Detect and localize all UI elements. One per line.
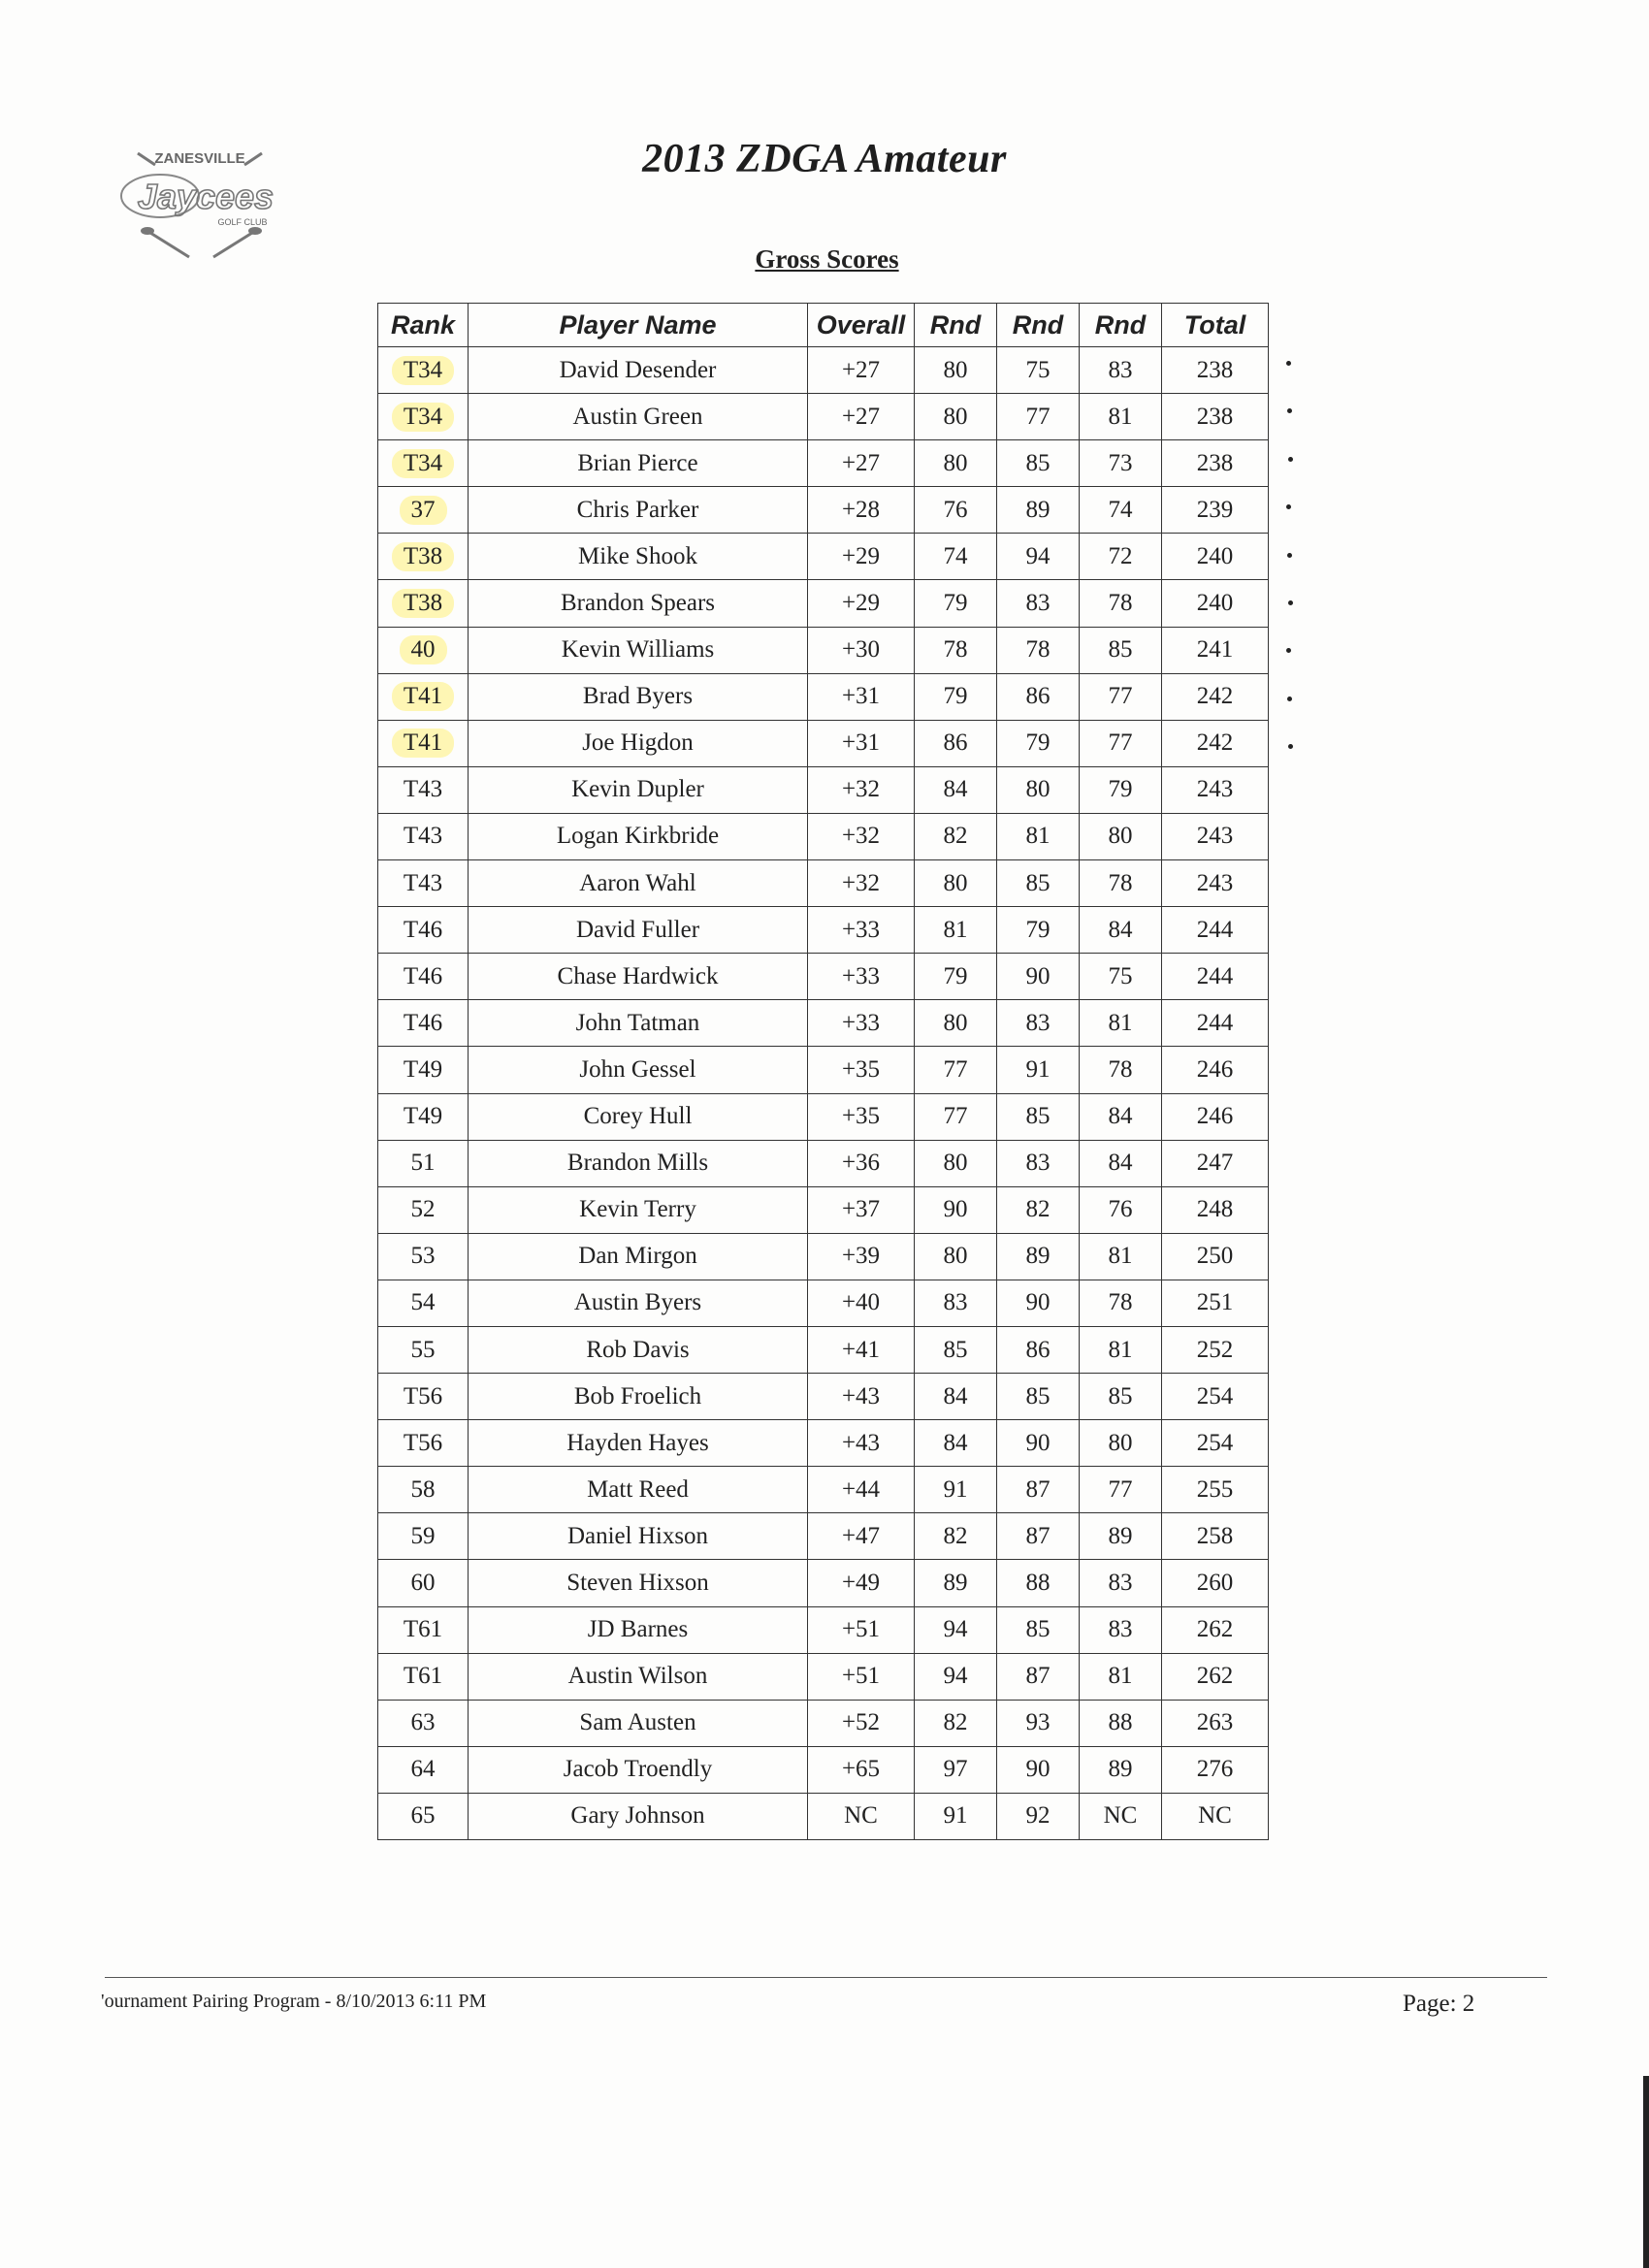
cell-overall: +47 bbox=[808, 1513, 915, 1560]
cell-rank: 52 bbox=[378, 1186, 469, 1233]
cell-round-2: 86 bbox=[997, 673, 1080, 720]
cell-overall: +32 bbox=[808, 813, 915, 859]
cell-player-name: Brian Pierce bbox=[469, 440, 808, 487]
table-row bbox=[378, 534, 1269, 580]
rank-highlight: 37 bbox=[400, 496, 447, 525]
cell-round-1: 82 bbox=[915, 1513, 997, 1560]
header-rank: Rank bbox=[378, 304, 469, 347]
cell-player-name: Daniel Hixson bbox=[469, 1513, 808, 1560]
cell-round-1: 94 bbox=[915, 1606, 997, 1653]
cell-round-2: 90 bbox=[997, 1746, 1080, 1793]
footer-rule bbox=[105, 1977, 1547, 1978]
cell-rank: T46 bbox=[378, 907, 469, 954]
cell-overall: +27 bbox=[808, 347, 915, 394]
table-row bbox=[378, 580, 1269, 627]
cell-round-2: 89 bbox=[997, 1233, 1080, 1280]
table-row bbox=[378, 1653, 1269, 1700]
cell-player-name: Austin Byers bbox=[469, 1280, 808, 1326]
cell-total: 246 bbox=[1162, 1047, 1269, 1093]
cell-round-3: 80 bbox=[1080, 1420, 1162, 1467]
cell-player-name: Kevin Terry bbox=[469, 1186, 808, 1233]
cell-rank: T43 bbox=[378, 813, 469, 859]
cell-rank: 54 bbox=[378, 1280, 469, 1326]
cell-round-3: 77 bbox=[1080, 720, 1162, 766]
cell-round-1: 79 bbox=[915, 954, 997, 1000]
table-row bbox=[378, 347, 1269, 394]
cell-round-1: 80 bbox=[915, 394, 997, 440]
cell-round-2: 93 bbox=[997, 1700, 1080, 1746]
cell-total: 244 bbox=[1162, 907, 1269, 954]
cell-total: 251 bbox=[1162, 1280, 1269, 1326]
cell-round-1: 94 bbox=[915, 1653, 997, 1700]
table-row bbox=[378, 1374, 1269, 1420]
cell-round-1: 77 bbox=[915, 1093, 997, 1140]
cell-round-1: 80 bbox=[915, 860, 997, 907]
cell-player-name: Dan Mirgon bbox=[469, 1233, 808, 1280]
cell-round-1: 80 bbox=[915, 1233, 997, 1280]
table-row bbox=[378, 627, 1269, 673]
table-row bbox=[378, 1606, 1269, 1653]
cell-overall: +44 bbox=[808, 1467, 915, 1513]
cell-round-3: 83 bbox=[1080, 1560, 1162, 1606]
cell-round-2: 86 bbox=[997, 1326, 1080, 1373]
cell-round-2: 77 bbox=[997, 394, 1080, 440]
cell-rank: 63 bbox=[378, 1700, 469, 1746]
cell-round-3: 84 bbox=[1080, 907, 1162, 954]
rank-highlight: T38 bbox=[392, 542, 454, 571]
cell-round-1: 80 bbox=[915, 440, 997, 487]
table-row bbox=[378, 1700, 1269, 1746]
cell-round-1: 79 bbox=[915, 580, 997, 627]
table-row bbox=[378, 1467, 1269, 1513]
cell-overall: +31 bbox=[808, 720, 915, 766]
cell-round-1: 74 bbox=[915, 534, 997, 580]
header-round-1: Rnd bbox=[915, 304, 997, 347]
cell-player-name: Brandon Spears bbox=[469, 580, 808, 627]
cell-player-name: JD Barnes bbox=[469, 1606, 808, 1653]
cell-round-1: 80 bbox=[915, 1000, 997, 1047]
cell-player-name: Sam Austen bbox=[469, 1700, 808, 1746]
cell-round-3: 72 bbox=[1080, 534, 1162, 580]
cell-total: 238 bbox=[1162, 347, 1269, 394]
cell-round-2: 83 bbox=[997, 580, 1080, 627]
cell-total: 246 bbox=[1162, 1093, 1269, 1140]
cell-rank: 64 bbox=[378, 1746, 469, 1793]
cell-overall: +29 bbox=[808, 580, 915, 627]
cell-player-name: Brandon Mills bbox=[469, 1140, 808, 1186]
table-row bbox=[378, 720, 1269, 766]
footer-page-number: Page: 2 bbox=[1403, 1991, 1475, 2017]
cell-total: 241 bbox=[1162, 627, 1269, 673]
cell-player-name: Aaron Wahl bbox=[469, 860, 808, 907]
cell-overall: +33 bbox=[808, 907, 915, 954]
cell-round-3: 89 bbox=[1080, 1746, 1162, 1793]
cell-rank: 58 bbox=[378, 1467, 469, 1513]
cell-total: 255 bbox=[1162, 1467, 1269, 1513]
cell-player-name: Kevin Dupler bbox=[469, 766, 808, 813]
cell-rank: T56 bbox=[378, 1420, 469, 1467]
page-title: 2013 ZDGA Amateur bbox=[642, 137, 1007, 181]
cell-rank: 53 bbox=[378, 1233, 469, 1280]
cell-total: 260 bbox=[1162, 1560, 1269, 1606]
cell-round-1: 84 bbox=[915, 1420, 997, 1467]
cell-round-1: 84 bbox=[915, 766, 997, 813]
cell-player-name: Bob Froelich bbox=[469, 1374, 808, 1420]
cell-overall: +27 bbox=[808, 440, 915, 487]
rank-highlight: T34 bbox=[392, 403, 454, 432]
cell-round-2: 91 bbox=[997, 1047, 1080, 1093]
cell-rank bbox=[378, 394, 469, 440]
cell-round-1: 90 bbox=[915, 1186, 997, 1233]
cell-rank: 65 bbox=[378, 1793, 469, 1839]
check-mark-dot bbox=[1287, 408, 1292, 413]
cell-rank bbox=[378, 627, 469, 673]
cell-player-name: Joe Higdon bbox=[469, 720, 808, 766]
cell-overall: +27 bbox=[808, 394, 915, 440]
table-row bbox=[378, 813, 1269, 859]
table-row bbox=[378, 1513, 1269, 1560]
table-row bbox=[378, 1280, 1269, 1326]
cell-rank: T46 bbox=[378, 954, 469, 1000]
cell-round-2: 79 bbox=[997, 907, 1080, 954]
cell-total: 258 bbox=[1162, 1513, 1269, 1560]
cell-total: 244 bbox=[1162, 954, 1269, 1000]
logo-bottom-text: GOLF CLUB bbox=[217, 217, 268, 227]
table-header-row bbox=[378, 304, 1269, 347]
cell-player-name: Mike Shook bbox=[469, 534, 808, 580]
header-player-name: Player Name bbox=[469, 304, 808, 347]
cell-overall: +43 bbox=[808, 1374, 915, 1420]
cell-overall: +39 bbox=[808, 1233, 915, 1280]
cell-round-2: 85 bbox=[997, 1374, 1080, 1420]
cell-rank: T56 bbox=[378, 1374, 469, 1420]
cell-overall: +30 bbox=[808, 627, 915, 673]
cell-round-3: 80 bbox=[1080, 813, 1162, 859]
check-mark-dot bbox=[1288, 457, 1293, 462]
table-row bbox=[378, 766, 1269, 813]
gross-scores-table bbox=[377, 303, 1269, 1840]
cell-player-name: John Gessel bbox=[469, 1047, 808, 1093]
cell-total: 254 bbox=[1162, 1420, 1269, 1467]
cell-round-3: 81 bbox=[1080, 1233, 1162, 1280]
cell-round-3: 81 bbox=[1080, 1326, 1162, 1373]
cell-total: 238 bbox=[1162, 394, 1269, 440]
cell-total: 240 bbox=[1162, 580, 1269, 627]
cell-overall: +51 bbox=[808, 1606, 915, 1653]
cell-player-name: Steven Hixson bbox=[469, 1560, 808, 1606]
cell-round-1: 80 bbox=[915, 1140, 997, 1186]
scan-edge bbox=[1643, 2076, 1649, 2268]
cell-overall: +43 bbox=[808, 1420, 915, 1467]
cell-round-3: 78 bbox=[1080, 1280, 1162, 1326]
cell-player-name: Rob Davis bbox=[469, 1326, 808, 1373]
cell-round-1: 76 bbox=[915, 487, 997, 534]
cell-rank: 55 bbox=[378, 1326, 469, 1373]
cell-player-name: John Tatman bbox=[469, 1000, 808, 1047]
cell-total: 276 bbox=[1162, 1746, 1269, 1793]
cell-round-3: NC bbox=[1080, 1793, 1162, 1839]
cell-round-1: 82 bbox=[915, 1700, 997, 1746]
cell-round-2: 89 bbox=[997, 487, 1080, 534]
header-overall: Overall bbox=[808, 304, 915, 347]
cell-round-2: 81 bbox=[997, 813, 1080, 859]
check-mark-dot bbox=[1288, 744, 1293, 749]
cell-round-2: 78 bbox=[997, 627, 1080, 673]
cell-rank: T61 bbox=[378, 1606, 469, 1653]
cell-round-2: 87 bbox=[997, 1467, 1080, 1513]
cell-player-name: Corey Hull bbox=[469, 1093, 808, 1140]
table-row bbox=[378, 1233, 1269, 1280]
table-row bbox=[378, 860, 1269, 907]
cell-round-2: 79 bbox=[997, 720, 1080, 766]
cell-rank: T46 bbox=[378, 1000, 469, 1047]
check-mark-dot bbox=[1286, 361, 1291, 366]
cell-round-3: 81 bbox=[1080, 1000, 1162, 1047]
cell-rank bbox=[378, 487, 469, 534]
cell-total: 244 bbox=[1162, 1000, 1269, 1047]
cell-round-2: 85 bbox=[997, 860, 1080, 907]
cell-round-3: 84 bbox=[1080, 1093, 1162, 1140]
cell-overall: +49 bbox=[808, 1560, 915, 1606]
cell-player-name: Brad Byers bbox=[469, 673, 808, 720]
footer-program-timestamp: 'ournament Pairing Program - 8/10/2013 6:11 PM bbox=[101, 1991, 487, 2012]
cell-round-3: 89 bbox=[1080, 1513, 1162, 1560]
table-row bbox=[378, 1793, 1269, 1839]
cell-round-3: 74 bbox=[1080, 487, 1162, 534]
cell-total: 238 bbox=[1162, 440, 1269, 487]
cell-round-3: 79 bbox=[1080, 766, 1162, 813]
cell-round-2: 90 bbox=[997, 1420, 1080, 1467]
cell-round-1: 82 bbox=[915, 813, 997, 859]
table-row bbox=[378, 440, 1269, 487]
cell-round-1: 86 bbox=[915, 720, 997, 766]
cell-player-name: Gary Johnson bbox=[469, 1793, 808, 1839]
cell-round-3: 88 bbox=[1080, 1700, 1162, 1746]
cell-player-name: David Desender bbox=[469, 347, 808, 394]
cell-overall: +37 bbox=[808, 1186, 915, 1233]
cell-round-3: 77 bbox=[1080, 673, 1162, 720]
rank-highlight: 40 bbox=[400, 635, 447, 664]
check-mark-dot bbox=[1287, 553, 1292, 558]
rank-highlight: T41 bbox=[392, 682, 454, 711]
cell-total: 240 bbox=[1162, 534, 1269, 580]
section-subtitle: Gross Scores bbox=[755, 244, 899, 274]
table-row bbox=[378, 1326, 1269, 1373]
cell-rank: T49 bbox=[378, 1093, 469, 1140]
cell-round-2: 94 bbox=[997, 534, 1080, 580]
cell-rank bbox=[378, 673, 469, 720]
cell-overall: +51 bbox=[808, 1653, 915, 1700]
cell-player-name: Austin Wilson bbox=[469, 1653, 808, 1700]
cell-round-1: 91 bbox=[915, 1467, 997, 1513]
header-total: Total bbox=[1162, 304, 1269, 347]
cell-round-1: 77 bbox=[915, 1047, 997, 1093]
cell-round-2: 87 bbox=[997, 1513, 1080, 1560]
cell-round-3: 73 bbox=[1080, 440, 1162, 487]
cell-player-name: Chris Parker bbox=[469, 487, 808, 534]
cell-round-2: 80 bbox=[997, 766, 1080, 813]
table-row bbox=[378, 394, 1269, 440]
cell-round-2: 88 bbox=[997, 1560, 1080, 1606]
cell-rank bbox=[378, 347, 469, 394]
cell-overall: NC bbox=[808, 1793, 915, 1839]
table-row bbox=[378, 1093, 1269, 1140]
cell-round-1: 79 bbox=[915, 673, 997, 720]
cell-round-2: 90 bbox=[997, 1280, 1080, 1326]
check-mark-dot bbox=[1287, 697, 1292, 701]
cell-round-3: 78 bbox=[1080, 580, 1162, 627]
table-row bbox=[378, 1560, 1269, 1606]
cell-total: 243 bbox=[1162, 860, 1269, 907]
table-row bbox=[378, 954, 1269, 1000]
cell-overall: +41 bbox=[808, 1326, 915, 1373]
cell-total: 250 bbox=[1162, 1233, 1269, 1280]
cell-round-2: 92 bbox=[997, 1793, 1080, 1839]
cell-round-3: 83 bbox=[1080, 1606, 1162, 1653]
cell-player-name: Matt Reed bbox=[469, 1467, 808, 1513]
cell-round-2: 85 bbox=[997, 440, 1080, 487]
cell-round-1: 78 bbox=[915, 627, 997, 673]
cell-overall: +32 bbox=[808, 860, 915, 907]
cell-round-1: 91 bbox=[915, 1793, 997, 1839]
cell-overall: +29 bbox=[808, 534, 915, 580]
table-row bbox=[378, 487, 1269, 534]
cell-player-name: Kevin Williams bbox=[469, 627, 808, 673]
cell-overall: +35 bbox=[808, 1047, 915, 1093]
cell-round-1: 84 bbox=[915, 1374, 997, 1420]
header-round-3: Rnd bbox=[1080, 304, 1162, 347]
cell-round-3: 75 bbox=[1080, 954, 1162, 1000]
table-row bbox=[378, 1140, 1269, 1186]
cell-player-name: Jacob Troendly bbox=[469, 1746, 808, 1793]
cell-total: 262 bbox=[1162, 1606, 1269, 1653]
cell-player-name: Hayden Hayes bbox=[469, 1420, 808, 1467]
cell-round-3: 78 bbox=[1080, 1047, 1162, 1093]
check-mark-dot bbox=[1286, 504, 1291, 509]
table-row bbox=[378, 673, 1269, 720]
cell-round-2: 82 bbox=[997, 1186, 1080, 1233]
rank-highlight: T34 bbox=[392, 449, 454, 478]
cell-total: NC bbox=[1162, 1793, 1269, 1839]
cell-round-3: 84 bbox=[1080, 1140, 1162, 1186]
cell-round-3: 76 bbox=[1080, 1186, 1162, 1233]
cell-total: 243 bbox=[1162, 813, 1269, 859]
cell-total: 262 bbox=[1162, 1653, 1269, 1700]
cell-round-2: 85 bbox=[997, 1606, 1080, 1653]
cell-total: 254 bbox=[1162, 1374, 1269, 1420]
cell-total: 239 bbox=[1162, 487, 1269, 534]
cell-rank: T61 bbox=[378, 1653, 469, 1700]
cell-overall: +65 bbox=[808, 1746, 915, 1793]
cell-rank: T49 bbox=[378, 1047, 469, 1093]
cell-overall: +28 bbox=[808, 487, 915, 534]
cell-total: 242 bbox=[1162, 720, 1269, 766]
table-row bbox=[378, 1746, 1269, 1793]
cell-player-name: Austin Green bbox=[469, 394, 808, 440]
cell-rank: 59 bbox=[378, 1513, 469, 1560]
cell-rank: T43 bbox=[378, 766, 469, 813]
cell-round-3: 77 bbox=[1080, 1467, 1162, 1513]
cell-round-1: 83 bbox=[915, 1280, 997, 1326]
cell-total: 242 bbox=[1162, 673, 1269, 720]
cell-rank bbox=[378, 440, 469, 487]
cell-total: 248 bbox=[1162, 1186, 1269, 1233]
cell-overall: +33 bbox=[808, 954, 915, 1000]
cell-round-1: 80 bbox=[915, 347, 997, 394]
cell-player-name: Logan Kirkbride bbox=[469, 813, 808, 859]
cell-rank: 60 bbox=[378, 1560, 469, 1606]
table-row bbox=[378, 1047, 1269, 1093]
cell-total: 263 bbox=[1162, 1700, 1269, 1746]
cell-overall: +36 bbox=[808, 1140, 915, 1186]
cell-rank bbox=[378, 534, 469, 580]
cell-round-3: 83 bbox=[1080, 347, 1162, 394]
cell-round-2: 85 bbox=[997, 1093, 1080, 1140]
logo-top-text: ZANESVILLE bbox=[154, 150, 245, 167]
rank-highlight: T34 bbox=[392, 356, 454, 385]
cell-round-3: 81 bbox=[1080, 1653, 1162, 1700]
table-row bbox=[378, 1420, 1269, 1467]
cell-rank: T43 bbox=[378, 860, 469, 907]
cell-overall: +32 bbox=[808, 766, 915, 813]
cell-round-3: 78 bbox=[1080, 860, 1162, 907]
table-row bbox=[378, 1000, 1269, 1047]
cell-round-3: 85 bbox=[1080, 627, 1162, 673]
cell-round-1: 85 bbox=[915, 1326, 997, 1373]
cell-rank bbox=[378, 580, 469, 627]
table-body bbox=[378, 347, 1269, 1840]
cell-total: 243 bbox=[1162, 766, 1269, 813]
cell-round-2: 83 bbox=[997, 1000, 1080, 1047]
cell-rank bbox=[378, 720, 469, 766]
rank-highlight: T38 bbox=[392, 589, 454, 618]
logo-main-text: Jaycees bbox=[137, 177, 275, 216]
cell-player-name: Chase Hardwick bbox=[469, 954, 808, 1000]
cell-round-2: 90 bbox=[997, 954, 1080, 1000]
cell-round-2: 87 bbox=[997, 1653, 1080, 1700]
cell-round-3: 85 bbox=[1080, 1374, 1162, 1420]
cell-rank: 51 bbox=[378, 1140, 469, 1186]
check-mark-dot bbox=[1286, 648, 1291, 653]
cell-round-1: 81 bbox=[915, 907, 997, 954]
cell-player-name: David Fuller bbox=[469, 907, 808, 954]
table-row bbox=[378, 907, 1269, 954]
cell-total: 252 bbox=[1162, 1326, 1269, 1373]
cell-total: 247 bbox=[1162, 1140, 1269, 1186]
cell-round-3: 81 bbox=[1080, 394, 1162, 440]
cell-overall: +33 bbox=[808, 1000, 915, 1047]
cell-overall: +52 bbox=[808, 1700, 915, 1746]
cell-round-2: 75 bbox=[997, 347, 1080, 394]
cell-overall: +40 bbox=[808, 1280, 915, 1326]
cell-round-1: 89 bbox=[915, 1560, 997, 1606]
cell-round-1: 97 bbox=[915, 1746, 997, 1793]
cell-overall: +31 bbox=[808, 673, 915, 720]
cell-round-2: 83 bbox=[997, 1140, 1080, 1186]
header-round-2: Rnd bbox=[997, 304, 1080, 347]
cell-overall: +35 bbox=[808, 1093, 915, 1140]
rank-highlight: T41 bbox=[392, 729, 454, 758]
check-mark-dot bbox=[1288, 600, 1293, 605]
table-row bbox=[378, 1186, 1269, 1233]
